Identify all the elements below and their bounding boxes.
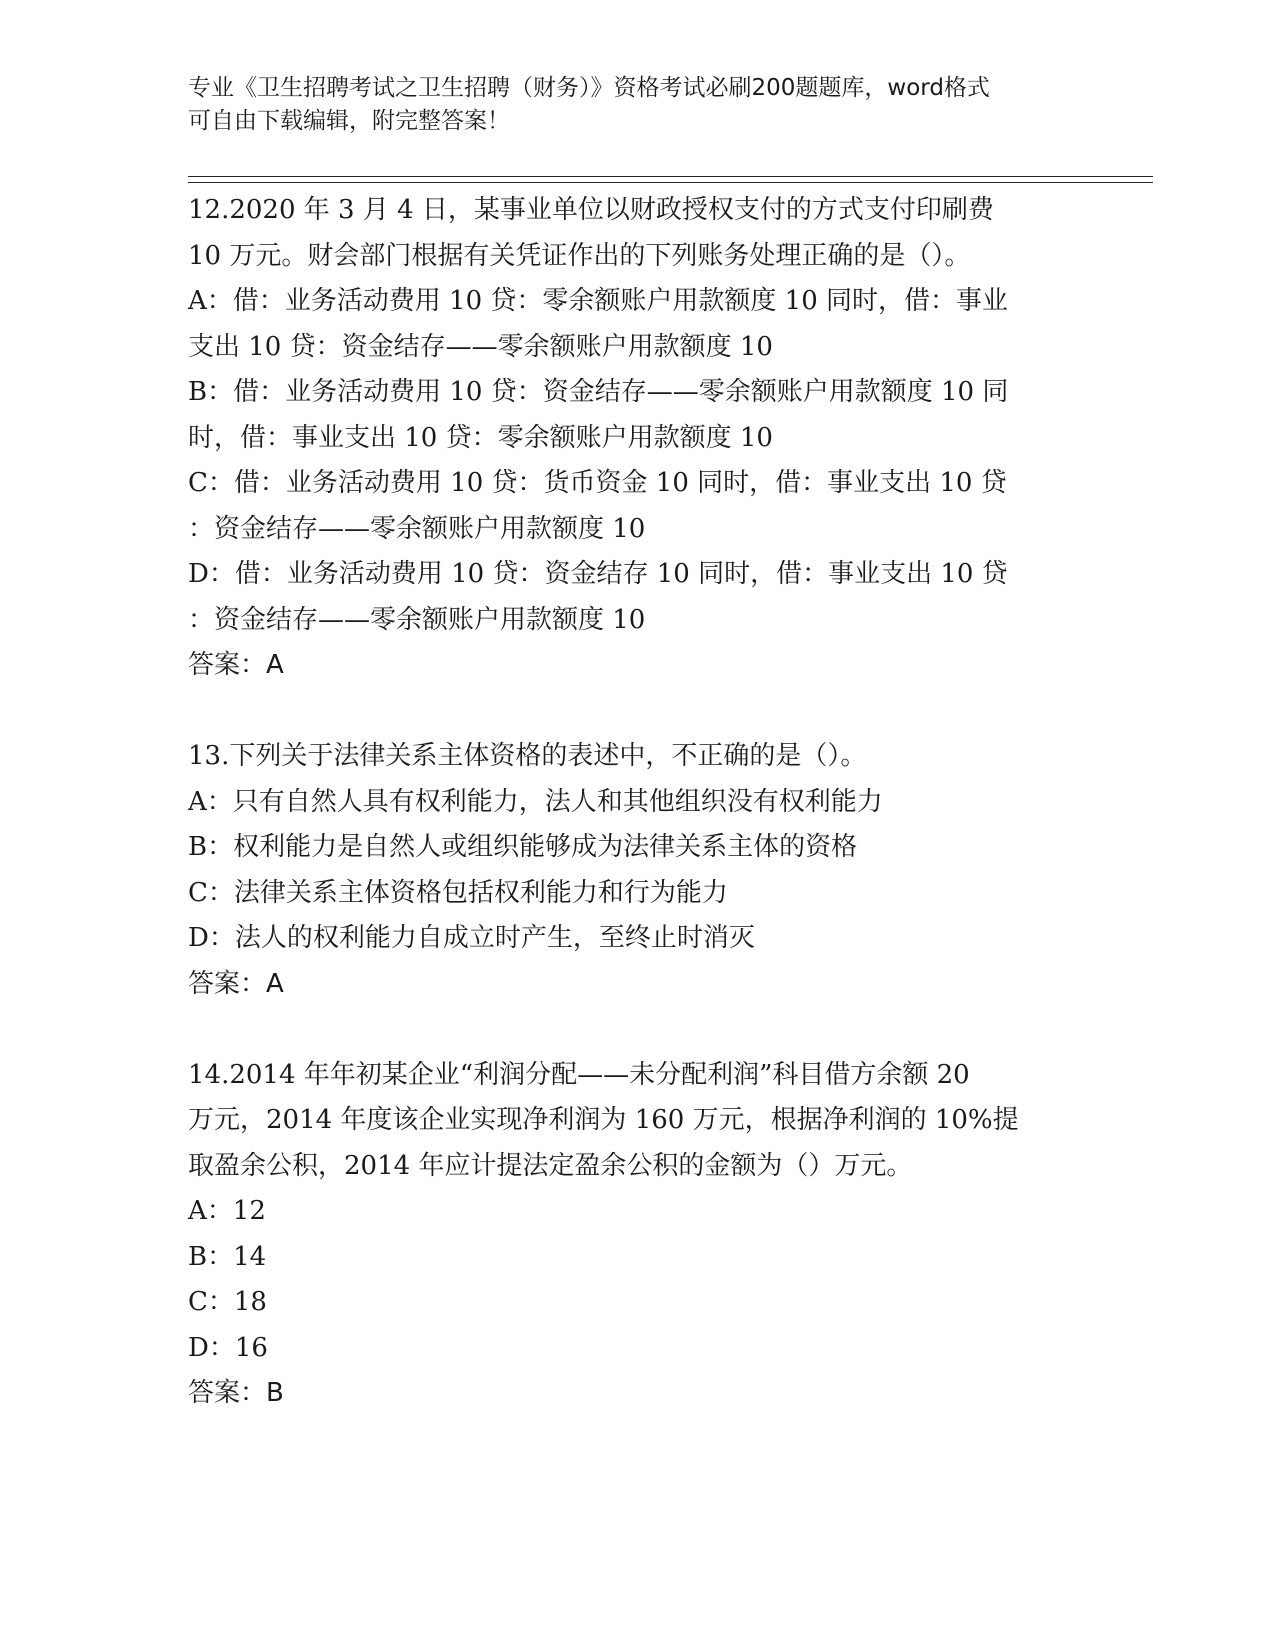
option-b: B：借：业务活动费用 10 贷：资金结存——零余额账户用款额度 10 同 <box>188 377 1009 407</box>
spacer <box>188 1007 1088 1053</box>
question-line: 13.下列关于法律关系主体资格的表述中，不正确的是（）。 <box>188 741 867 771</box>
option-d: D：借：业务活动费用 10 贷：资金结存 10 同时，借：事业支出 10 贷 <box>188 559 1008 589</box>
option-c-cont: ：资金结存——零余额账户用款额度 10 <box>188 513 646 544</box>
option-c: C：法律关系主体资格包括权利能力和行为能力 <box>188 877 728 908</box>
question-12 <box>188 188 1088 689</box>
answer-line: 答案：B <box>188 1378 284 1408</box>
question-line: 万元，2014 年度该企业实现净利润为 160 万元，根据净利润的 10%提 <box>188 1105 1019 1135</box>
header-title-line-2: 可自由下载编辑，附完整答案！ <box>188 108 510 134</box>
option-d: D：法人的权利能力自成立时产生，至终止时消灭 <box>188 923 755 953</box>
header-divider-top <box>188 176 1153 177</box>
option-b: B：权利能力是自然人或组织能够成为法律关系主体的资格 <box>188 832 858 862</box>
header-divider-bottom <box>188 182 1153 183</box>
answer-line: 答案：A <box>188 968 284 999</box>
option-a-cont: 支出 10 贷：资金结存——零余额账户用款额度 10 <box>188 331 773 362</box>
question-line: 14.2014 年年初某企业“利润分配——未分配利润”科目借方余额 20 <box>188 1059 970 1090</box>
question-line: 12.2020 年 3 月 4 日，某事业单位以财政授权支付的方式支付印刷费 <box>188 195 994 225</box>
option-a: A：借：业务活动费用 10 贷：零余额账户用款额度 10 同时，借：事业 <box>188 286 1009 316</box>
question-line: 10 万元。财会部门根据有关凭证作出的下列账务处理正确的是（）。 <box>188 240 971 271</box>
option-a: A：只有自然人具有权利能力，法人和其他组织没有权利能力 <box>188 786 883 817</box>
header-title-line-1: 专业《卫生招聘考试之卫生招聘（财务）》资格考试必刷200题题库，word格式 <box>188 75 990 101</box>
question-list <box>188 188 1088 1417</box>
option-b-cont: 时，借：事业支出 10 贷：零余额账户用款额度 10 <box>188 422 773 453</box>
option-d-cont: ：资金结存——零余额账户用款额度 10 <box>188 604 646 635</box>
question-line: 取盈余公积，2014 年应计提法定盈余公积的金额为（）万元。 <box>188 1150 913 1181</box>
option-a: A：12 <box>188 1196 266 1226</box>
option-c: C：18 <box>188 1287 267 1317</box>
question-13 <box>188 734 1088 1007</box>
option-d: D：16 <box>188 1332 268 1363</box>
option-b: B：14 <box>188 1241 267 1272</box>
question-14 <box>188 1053 1088 1417</box>
answer-line: 答案：A <box>188 650 284 680</box>
spacer <box>188 689 1088 735</box>
option-c: C：借：业务活动费用 10 贷：货币资金 10 同时，借：事业支出 10 贷 <box>188 468 1007 498</box>
document-header <box>188 72 1068 138</box>
